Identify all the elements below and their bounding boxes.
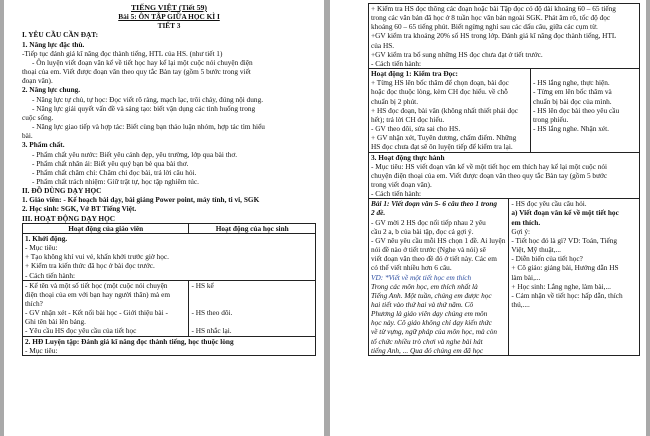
warmup-row xyxy=(22,234,316,281)
lesson-unit-title: Bài 5: ÔN TẬP GIỮA HỌC KÌ I xyxy=(118,12,220,22)
teacher-activity-cell xyxy=(23,281,189,336)
text-line: - Yêu cầu HS đọc yêu cầu của tiết học xyxy=(25,326,137,336)
text-line: Tiếng Anh. Một tuần, chúng em được học xyxy=(371,290,492,300)
lesson-subject-title: TIẾNG VIỆT (Tiết 59) xyxy=(130,3,208,12)
text-line: II. ĐỒ DÙNG DẠY HỌC xyxy=(22,186,102,196)
text-line: Hoạt động 1: Kiểm tra Đọc: xyxy=(371,69,458,79)
text-line: chuẩn bị 2 phút. xyxy=(371,96,419,106)
objective-cell xyxy=(369,4,639,68)
text-line xyxy=(511,337,637,346)
reading-teacher-cell xyxy=(369,69,531,151)
text-line: - Mục tiêu: HS viết đoạn văn kể về một tiết học em thích hay kể lại một cuộc nói xyxy=(371,161,608,171)
writing-exercise-row xyxy=(368,199,640,356)
text-line: - Phẩm chất yêu nước: Biết yêu cảnh đẹp, yêu trường, lớp qua bài thơ. xyxy=(32,149,238,159)
reading-test-row xyxy=(368,69,640,152)
text-line: - HS kể xyxy=(191,280,214,290)
text-line: - Cách tiến hành: xyxy=(371,58,422,68)
text-line: 2. HĐ Luyện tập: Đánh giá kĩ năng đọc thành tiếng, học thuộc lòng xyxy=(25,336,234,346)
text-line: Phương là giáo viên dạy chúng em môn xyxy=(371,309,488,319)
text-line: +GV kiểm tra bổ sung những HS đọc chưa đạt ở tiết trước. xyxy=(371,49,543,59)
text-line: - Từng em lên bốc thăm và xyxy=(533,87,612,97)
text-line: trong phiếu. xyxy=(533,114,569,124)
text-line: - Phẩm chất chăm chỉ: Chăm chỉ đọc bài, trả lời câu hỏi. xyxy=(32,167,197,177)
text-line: - Năng lực giải quyết vấn đề và sáng tạo: biết vận dụng các tình huống trong xyxy=(32,103,256,113)
text-line xyxy=(511,327,637,336)
practice-row xyxy=(22,337,316,356)
text-line: tổ chức nhiều trò chơi và nghe bài hát xyxy=(371,336,483,346)
text-line: Việt, Mỹ thuật,... xyxy=(511,245,562,255)
text-line: - Cảm nhận về tiết học: hấp dẫn, thích xyxy=(511,290,623,300)
text-line: - Mục tiêu: xyxy=(25,243,58,253)
text-line: III. HOẠT ĐỘNG DẠY HỌC xyxy=(22,213,116,223)
text-line: em thích. xyxy=(511,217,541,227)
reading-student-cell xyxy=(531,69,639,151)
text-line: 3. Phẩm chất. xyxy=(22,140,65,150)
text-line: chuyện điện thoại của em. Viết được đoạn văn theo quy tắc Bàn tay (gồm 5 bước xyxy=(371,170,608,180)
text-line: nói đề nào ở tiết trước (Nghe và nói) sẽ xyxy=(371,245,486,255)
text-line: - Cách tiến hành: xyxy=(25,270,76,280)
text-line: hoặc đọc thuộc lòng, kèm CH đọc hiểu. về chỗ xyxy=(371,87,508,97)
text-line: I. YÊU CẦU CẦN ĐẠT: xyxy=(22,30,99,40)
text-line: 2. Năng lực chung. xyxy=(22,85,81,95)
text-line: thích? xyxy=(25,299,43,308)
text-line: hai tiết vào thứ hai và thứ năm. Cô xyxy=(371,300,474,309)
text-line xyxy=(191,290,313,299)
text-line: 1. Năng lực đặc thù. xyxy=(22,39,85,49)
text-line xyxy=(511,318,637,327)
text-line xyxy=(533,142,637,151)
text-line: - GV nhận xét - Kết nối bài học - Giới thiệu bài - xyxy=(25,308,168,318)
text-line: - HS lắng nghe, thực hiện. xyxy=(533,78,610,88)
text-line: có thể viết nhiều hơn 6 câu. xyxy=(371,263,452,273)
text-line: 2 đề. xyxy=(371,208,386,218)
text-line: + Tạo không khí vui vẻ, khấn khởi trước giờ học. xyxy=(25,252,169,262)
text-line: - Diễn biến của tiết học? xyxy=(511,254,583,264)
text-line: - Kể tên và một số tiết học (một cuộc nói chuyện xyxy=(25,280,168,290)
text-line: Trong các môn học, em thích nhất là xyxy=(371,281,478,291)
text-line: về từ vựng, ngữ pháp của môn học, mà còn xyxy=(371,327,498,337)
text-line: - HS đọc yêu cầu câu hỏi. xyxy=(511,199,587,209)
text-line: - GV theo dõi, sửa sai cho HS. xyxy=(371,124,461,134)
text-line xyxy=(511,346,637,355)
text-line: Bài 1: Viết đoạn văn 5- 6 câu theo 1 trong xyxy=(371,199,498,209)
text-line: -Tiếp tục đánh giá kĩ năng đọc thành tiếng, HTL của HS. (như tiết 1) xyxy=(22,48,223,58)
text-line: cuộc sống. xyxy=(22,112,54,122)
text-line: 1. Khởi động. xyxy=(25,233,68,243)
lesson-period: TIẾT 3 xyxy=(157,21,181,31)
text-line xyxy=(533,69,637,78)
text-line: đoạn văn). xyxy=(22,76,53,86)
text-line: hết); trả lời CH đọc hiểu. xyxy=(371,114,445,124)
warmup-activity-row xyxy=(22,281,316,337)
text-line xyxy=(511,309,637,318)
text-line: 2. Học sinh: SGK, Vở BT Tiếng Việt. xyxy=(22,204,137,214)
right-document-page xyxy=(330,0,646,436)
text-line: - HS nhắc lại. xyxy=(191,326,232,336)
text-line: + Từng HS lên bốc thăm để chọn đoạn, bài đọc xyxy=(371,78,509,88)
text-line: - Ôn luyện viết đoạn văn kể về tiết học hay kể lại một cuộc nói chuyện điện xyxy=(32,57,253,67)
text-line: + Kiểm tra HS đọc thông các đoạn hoặc bài Tập đọc có độ dài khoảng 60 – 65 tiếng xyxy=(371,4,616,13)
text-line: làm bài,... xyxy=(511,272,541,282)
text-line: VD: *Viết về một tiết học em thích xyxy=(371,272,472,282)
text-line: Gợi ý: xyxy=(511,226,531,236)
text-line: - Tiết học đó là gì? VD: Toán, Tiếng xyxy=(511,235,618,245)
text-line: - Năng lực giao tiếp và hợp tác: Biết cùng bạn thảo luận nhóm, hợp tác tìm hiểu xyxy=(32,122,265,132)
text-line: cầu 2 a, b của bài tập, đọc cả gợi ý. xyxy=(371,226,474,236)
text-line: - GV nêu yêu cầu mỗi HS chọn 1 đề. Ai luyện xyxy=(371,235,506,245)
text-line: HS đọc chưa đạt sẽ ôn luyện tiếp để kiểm tra lại. xyxy=(371,142,513,152)
text-line: Ghi tên bài lên bảng. xyxy=(25,317,86,327)
objective-row xyxy=(368,3,640,69)
text-line: khoảng 60 – 65 tiếng phút. Biết ngừng nghỉ sau các dấu câu, giữa các cụm từ. xyxy=(371,22,598,32)
text-line: trong các văn bản đã học ở 8 tuần học văn bản ngoài SGK. Phát âm rõ, tốc độ đọc xyxy=(371,13,611,23)
text-line: + Cô giáo: giảng bài, Hướng dẫn HS xyxy=(511,263,619,273)
text-line: thú,.... xyxy=(511,300,530,309)
student-activity-cell xyxy=(189,281,315,336)
text-line: + Kiểm tra kiến thức đã học ở bài đọc trước. xyxy=(25,261,155,271)
text-line: - Cách tiến hành: xyxy=(371,189,422,199)
text-line: thoại của em. Viết được đoạn văn theo quy tắc Bàn tay (gồm 5 bước trong viết xyxy=(22,67,251,77)
teacher-column-header: Hoạt động của giáo viên xyxy=(23,224,189,233)
text-line: - HS lắng nghe. Nhận xét. xyxy=(533,124,609,134)
text-line: +GV kiểm tra khoảng 20% số HS trong lớp. Đánh giá kĩ năng đọc thành tiếng, HTL xyxy=(371,31,617,41)
warmup-cell xyxy=(23,234,315,280)
writing-student-cell xyxy=(509,199,639,355)
text-line: 3. Hoạt động thực hành xyxy=(371,152,445,162)
student-column-header: Hoạt động của học sinh xyxy=(215,223,289,233)
text-line: a) Viết đoạn văn kể về một tiết học xyxy=(511,208,619,218)
text-line: - Phẩm chất nhân ái: Biết yêu quý bạn bè qua bài thơ. xyxy=(32,158,189,168)
objectives-section xyxy=(22,30,316,222)
text-line xyxy=(191,317,313,326)
text-line: học này. Cô giáo không chỉ dạy kiến thức xyxy=(371,318,492,328)
text-line: + HS đọc đoạn, bài văn (không nhất thiết phải đọc xyxy=(371,105,518,115)
text-line: - HS lên đọc bài theo yêu cầu xyxy=(533,105,620,115)
text-line: của HS. xyxy=(371,40,395,50)
text-line: - HS theo dõi. xyxy=(191,308,233,318)
text-line: điện thoại của em với bạn hay người thân) mà em xyxy=(25,289,171,299)
text-line: - Năng lực tự chủ, tự học: Đọc viết rõ ràng, mạch lạc, trôi chảy, đúng nội dung. xyxy=(32,94,264,104)
writing-teacher-cell xyxy=(369,199,509,355)
text-line: - Mục tiêu: xyxy=(25,345,58,355)
practice-activity-cell xyxy=(369,153,639,199)
text-line: chuẩn bị bài đọc của mình. xyxy=(533,96,612,106)
text-line: + Học sinh: Lắng nghe, làm bài,... xyxy=(511,281,611,291)
text-line: bài. xyxy=(22,131,33,141)
practice-cell xyxy=(23,337,315,355)
text-line: trong viết đoạn văn). xyxy=(371,179,432,189)
activity-table-header xyxy=(22,223,316,234)
text-line xyxy=(533,133,637,142)
text-line: 1. Giáo viên: - Kế hoạch bài dạy, bài giảng Power point, máy tính, ti vi, SGK xyxy=(22,195,260,205)
text-line: + GV nhận xét, Tuyên dương, chấm điểm. Những xyxy=(371,133,517,143)
practice-activity-row xyxy=(368,153,640,200)
text-line: - Phẩm chất trách nhiệm: Giữ trật tự, học tập nghiêm túc. xyxy=(32,176,199,186)
text-line: - GV mời 2 HS đọc nối tiếp nhau 2 yêu xyxy=(371,217,486,227)
text-line xyxy=(191,299,313,308)
left-document-page xyxy=(4,0,324,436)
text-line: viết đoạn văn theo đề đó ở tiết này. Các em xyxy=(371,254,497,264)
text-line: tiếng Anh, ... Qua đó chúng em đã học xyxy=(371,345,484,355)
